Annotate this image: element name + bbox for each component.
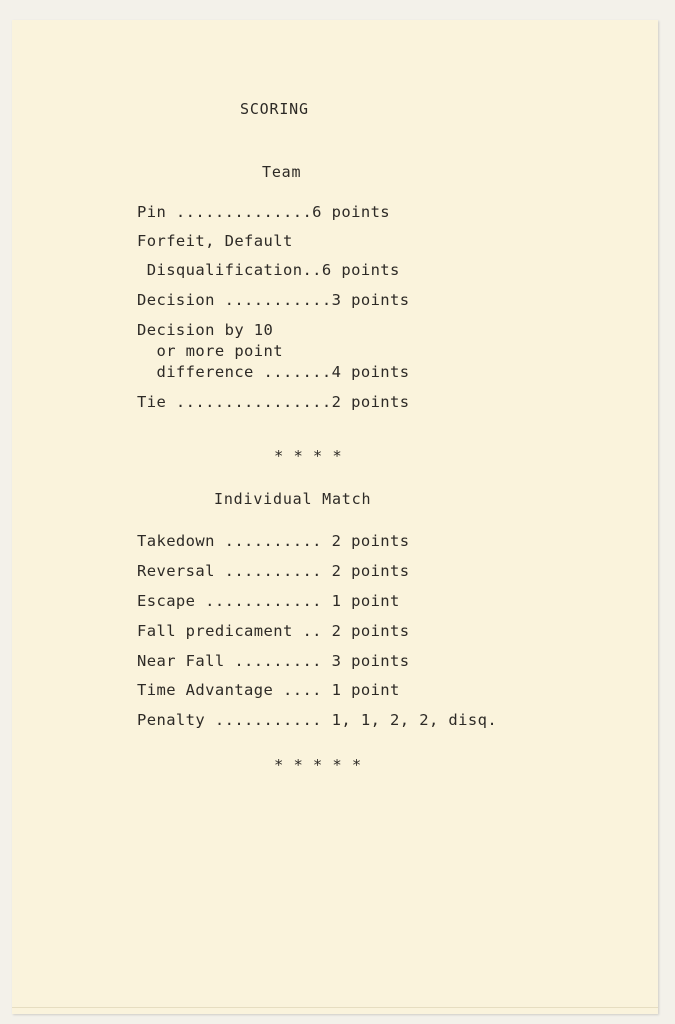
paper-sheet: [12, 20, 658, 1014]
team-line-forfeit: Forfeit, Default: [137, 232, 293, 250]
team-line-tie: Tie ................2 points: [137, 393, 410, 411]
individual-line-time-advantage: Time Advantage .... 1 point: [137, 681, 400, 699]
team-line-decision-by-10: Decision by 10: [137, 321, 274, 339]
individual-line-fall-predicament: Fall predicament .. 2 points: [137, 622, 410, 640]
individual-line-penalty: Penalty ........... 1, 1, 2, 2, disq.: [137, 711, 498, 729]
individual-line-reversal: Reversal .......... 2 points: [137, 562, 410, 580]
separator-stars: * * * *: [274, 447, 343, 465]
individual-line-near-fall: Near Fall ......... 3 points: [137, 652, 410, 670]
individual-match-heading: Individual Match: [214, 490, 372, 508]
team-line-decision: Decision ...........3 points: [137, 291, 410, 309]
individual-line-escape: Escape ............ 1 point: [137, 592, 400, 610]
individual-line-takedown: Takedown .......... 2 points: [137, 532, 410, 550]
separator-stars-end: * * * * *: [274, 756, 362, 774]
page-title: SCORING: [240, 100, 309, 118]
team-line-pin: Pin ..............6 points: [137, 203, 391, 221]
team-heading: Team: [262, 163, 302, 181]
team-line-more-point: or more point: [137, 342, 283, 360]
team-line-disqualification: Disqualification..6 points: [137, 261, 400, 279]
team-line-difference: difference .......4 points: [137, 363, 410, 381]
